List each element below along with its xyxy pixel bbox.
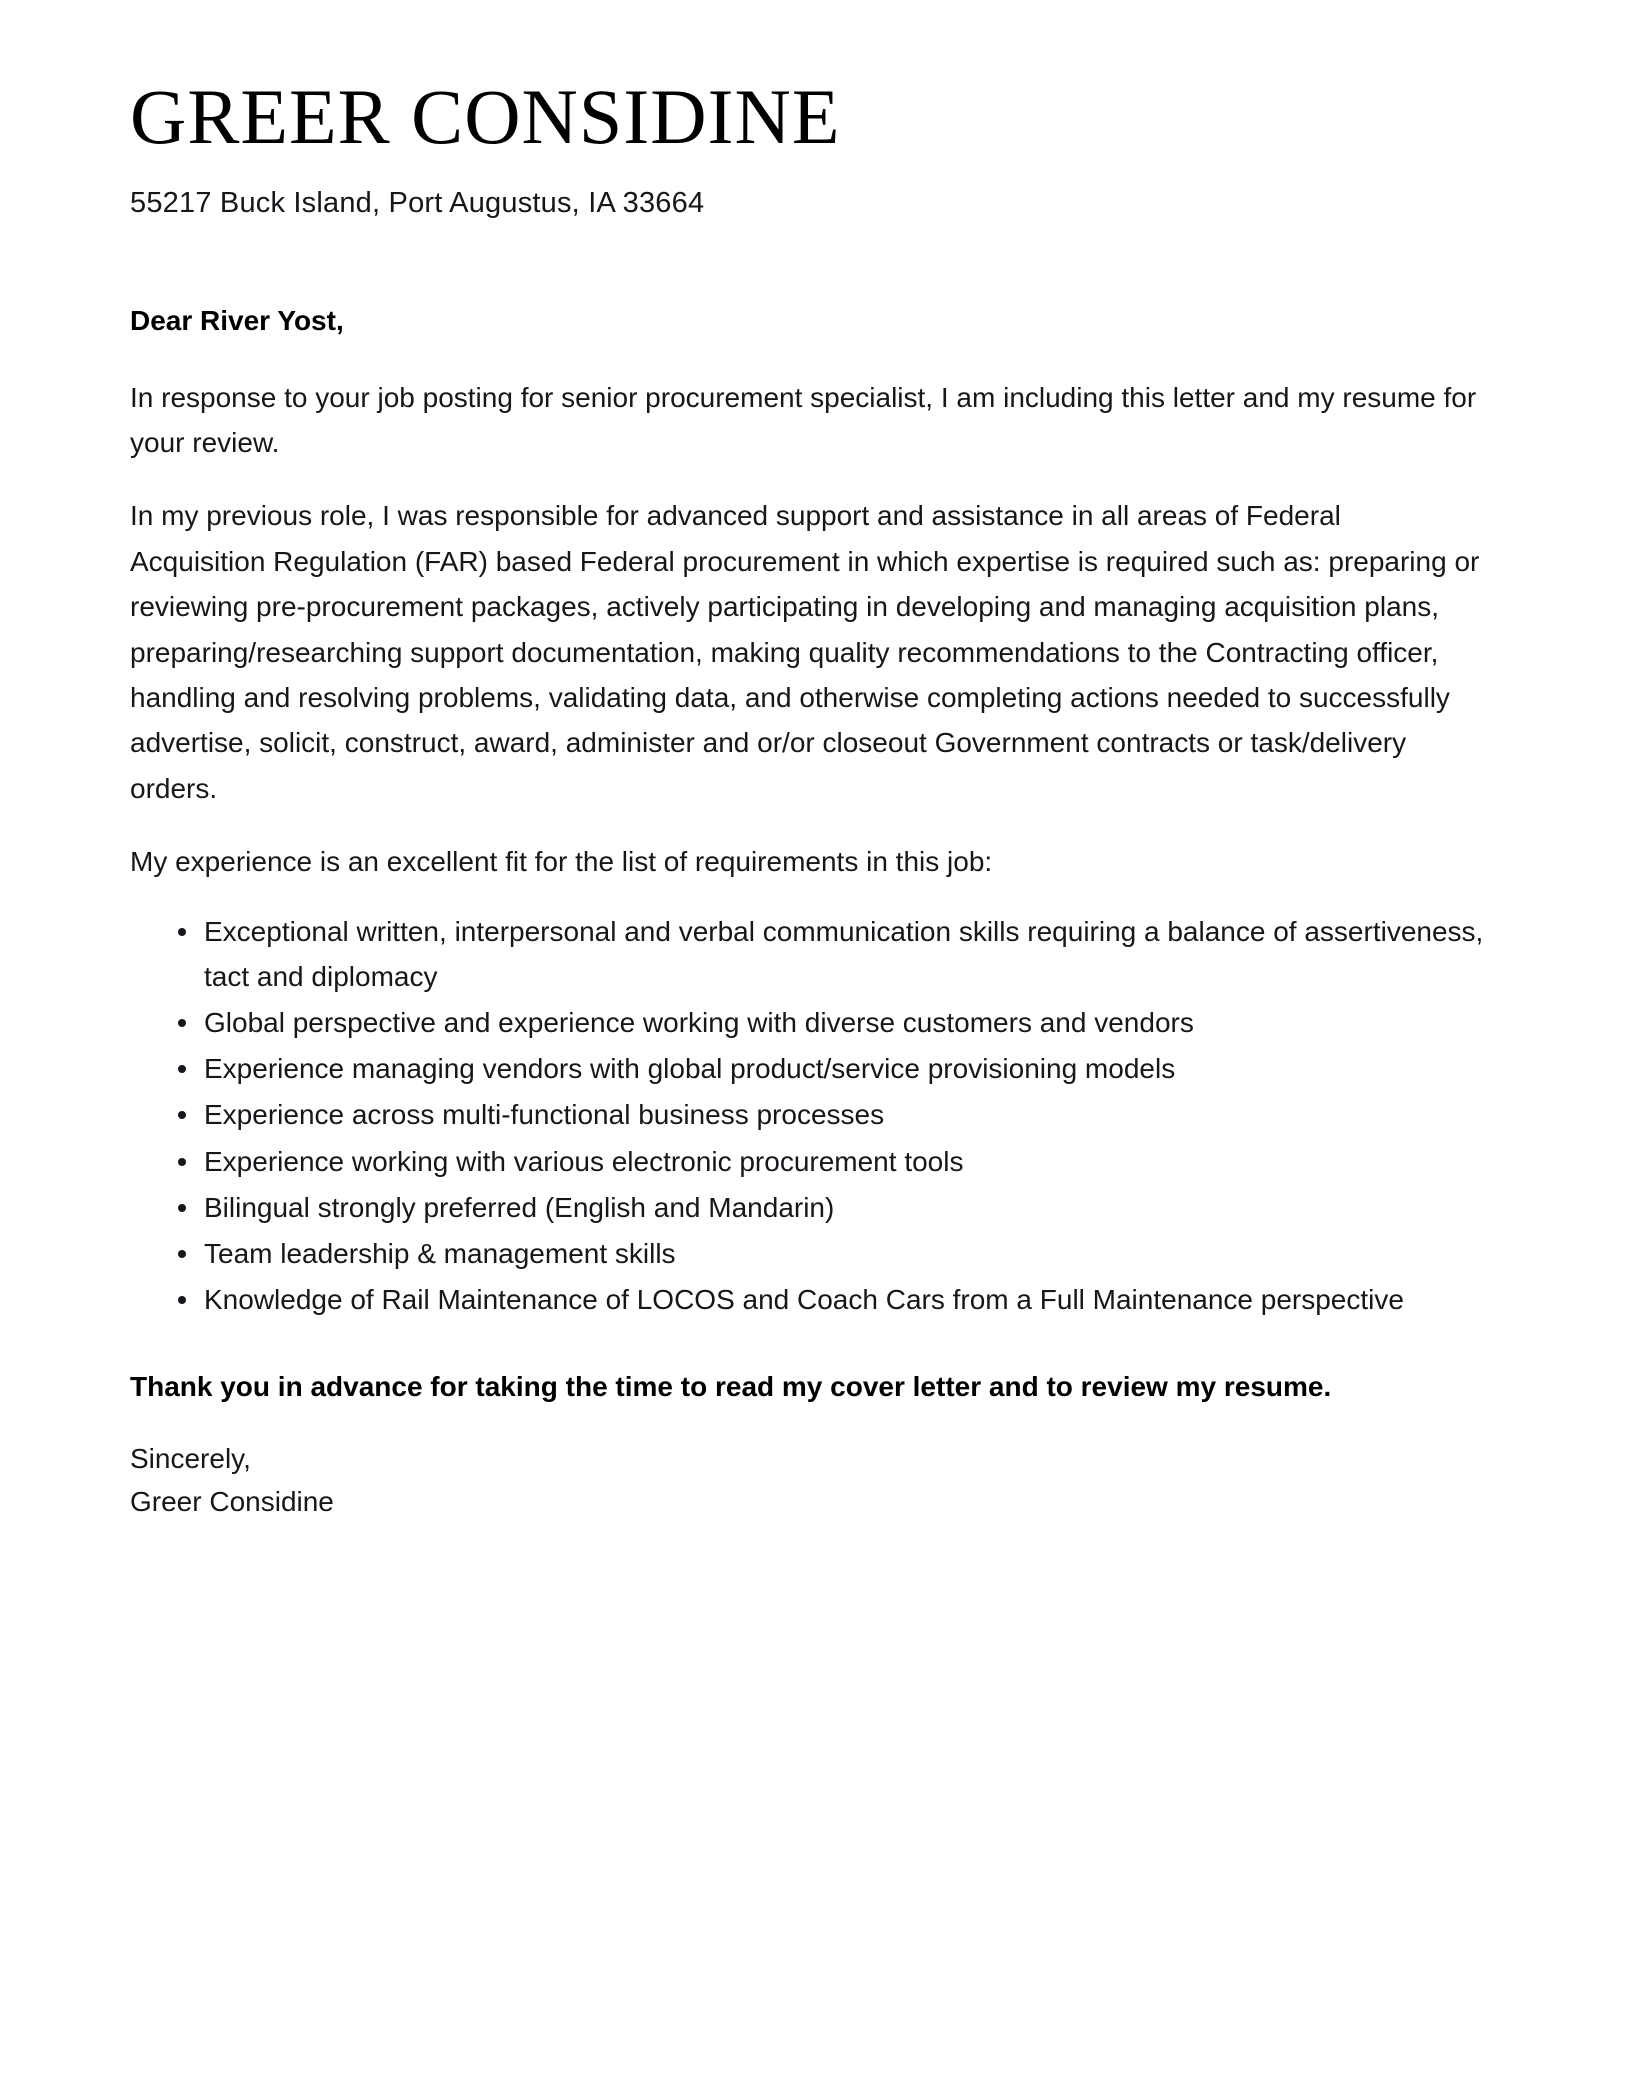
- bullet-icon: [178, 1250, 186, 1258]
- list-item: [174, 1278, 1484, 1322]
- list-item-label: Experience managing vendors with global product/service provisioning models: [204, 1053, 1176, 1085]
- letter-content: [130, 0, 1484, 1524]
- address-line: 55217 Buck Island, Port Augustus, IA 33664: [130, 187, 705, 219]
- list-item: [174, 1140, 1484, 1184]
- bullet-icon: [178, 928, 186, 936]
- list-item: [174, 1186, 1484, 1230]
- list-item: [174, 1232, 1484, 1276]
- signature-block: [130, 1438, 1485, 1523]
- paragraph-experience: In my previous role, I was responsible for advanced support and assistance in all areas of Federal Acquisition Regulation (FAR) based Federal procurement in which expertise is required such as: preparing or reviewing pre-procurement packages, actively participating in developing and managing acquisition plans, preparing/researching support documentation, making quality recommendations to the Contracting officer, handling and resolving problems, validating data, and otherwise completing actions needed to successfully advertise, solicit, construct, award, administer and or/or closeout Government contracts or task/delivery orders.: [130, 500, 1480, 804]
- list-item-label: Global perspective and experience working with diverse customers and vendors: [204, 1006, 1194, 1038]
- list-item-label: Team leadership & management skills: [204, 1237, 676, 1269]
- salutation: Dear River Yost,: [130, 305, 344, 337]
- list-item: [174, 1001, 1484, 1045]
- page-title: GREER CONSIDINE: [130, 73, 841, 160]
- bullet-icon: [178, 1111, 186, 1119]
- list-item-label: Experience across multi-functional business processes: [204, 1099, 885, 1131]
- bullet-icon: [178, 1204, 186, 1212]
- paragraph-intro: In response to your job posting for senior procurement specialist, I am including this letter and my resume for your review.: [130, 381, 1477, 459]
- bullet-icon: [178, 1065, 186, 1073]
- letter-body: [130, 223, 1485, 1523]
- sign-off-label: Sincerely,: [130, 1443, 251, 1475]
- list-item: [174, 1047, 1484, 1091]
- paragraph-requirements-lead: My experience is an excellent fit for the list of requirements in this job:: [130, 845, 993, 877]
- bullet-icon: [178, 1296, 186, 1304]
- list-item-label: Exceptional written, interpersonal and verbal communication skills requiring a balance of assertiveness, tact and diplomacy: [204, 916, 1484, 992]
- bullet-icon: [178, 1019, 186, 1027]
- thank-you-line: Thank you in advance for taking the time to read my cover letter and to review my resume.: [130, 1371, 1332, 1403]
- list-item: [174, 910, 1484, 998]
- list-item-label: Knowledge of Rail Maintenance of LOCOS and Coach Cars from a Full Maintenance perspective: [204, 1284, 1404, 1316]
- list-item-label: Experience working with various electronic procurement tools: [204, 1145, 964, 1177]
- list-item: [174, 1093, 1484, 1137]
- signature-name: Greer Considine: [130, 1485, 334, 1517]
- bullet-icon: [178, 1158, 186, 1166]
- list-item-label: Bilingual strongly preferred (English and Mandarin): [204, 1191, 835, 1223]
- requirements-list: [130, 910, 1484, 1322]
